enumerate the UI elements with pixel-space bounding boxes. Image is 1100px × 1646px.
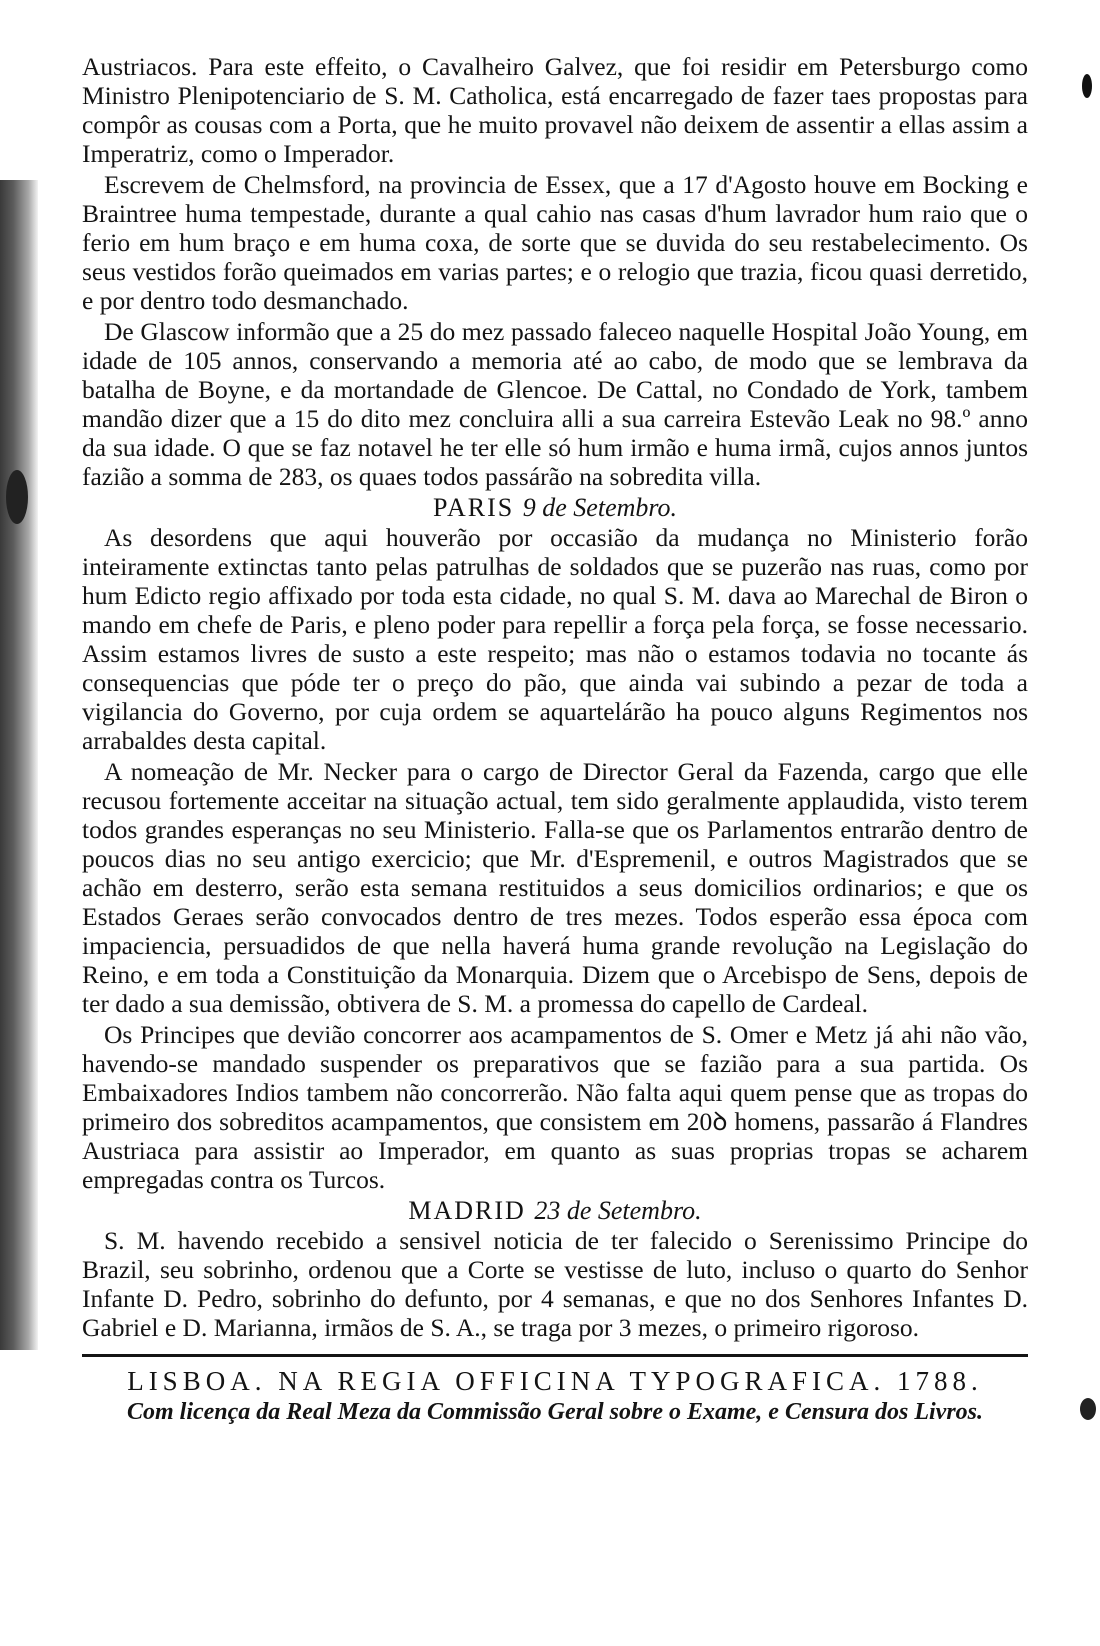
heading-date: 23 de Setembro. — [534, 1196, 702, 1225]
ink-blot — [1080, 1398, 1096, 1420]
document-page — [82, 52, 1028, 1427]
heading-place: MADRID — [408, 1196, 526, 1225]
censorship-license: Com licença da Real Meza da Commissão Geral sobre o Exame, e Censura dos Livros. — [126, 1399, 983, 1425]
ink-blot — [1082, 74, 1092, 98]
footer-rule — [82, 1354, 1028, 1357]
paragraph-brazil: S. M. havendo recebido a sensivel noticia de ter falecido o Serenissimo Principe do Brazil, seu sobrinho, ordenou que a Corte se vestisse de luto, incluso o quarto do Senhor Infante D. Pedro, sobrinho do defunto, por 4 semanas, e que no dos Senhores Infantes D. Gabriel e D. Marianna, irmãos de S. A., se traga por 3 mezes, o primeiro rigoroso. — [82, 1226, 1028, 1342]
binding-hole — [6, 470, 28, 524]
paragraph-principes: Os Principes que devião concorrer aos acampamentos de S. Omer e Metz já ahi não vão, havendo-se mandado suspender os preparativos que se fazião para a sua partida. Os Embaixadores Indios tambem não concorrerão. Não falta aqui quem pense que as tropas do primeiro dos sobreditos acampamentos, que consistem em 20ꝺ homens, passarão á Flandres Austriaca para assistir ao Imperador, em quanto as suas proprias tropas se acharem empregadas contra os Turcos. — [82, 1020, 1028, 1194]
heading-place: PARIS — [432, 493, 515, 522]
section-heading-paris — [82, 493, 1028, 523]
printer-imprint: LISBOA. NA REGIA OFFICINA TYPOGRAFICA. 1788. — [127, 1366, 983, 1396]
page-binding-shadow — [0, 180, 38, 1350]
heading-date: 9 de Setembro. — [522, 493, 678, 522]
paragraph-necker: A nomeação de Mr. Necker para o cargo de Director Geral da Fazenda, cargo que elle recusou fortemente acceitar na situação actual, tem sido geralmente applaudida, visto terem todos grandes esperanças no seu Ministerio. Falla-se que os Parlamentos entrarão dentro de poucos dias no seu antigo exercicio; que Mr. d'Espremenil, e outros Magistrados que se achão em desterro, serão esta semana restituidos a seus domicilios ordinarios; e que os Estados Geraes serão convocados dentro de tres mezes. Todos esperão essa época com impaciencia, persuadidos de que nella haverá huma grande revolução na Legislação do Reino, e em toda a Constituição da Monarquia. Dizem que o Arcebispo de Sens, depois de ter dado a sua demissão, obtivera de S. M. a promessa do capello de Cardeal. — [82, 757, 1028, 1018]
paragraph-chelmsford: Escrevem de Chelmsford, na provincia de Essex, que a 17 d'Agosto houve em Bocking e Braintree huma tempestade, durante a qual cahio nas casas d'hum lavrador hum raio que o ferio em hum braço e em huma coxa, de sorte que se duvida do seu restabelecimento. Os seus vestidos forão queimados em varias partes; e o relogio que trazia, ficou quasi derretido, e por dentro todo desmanchado. — [82, 170, 1028, 315]
section-heading-madrid — [82, 1196, 1028, 1226]
paragraph-desordens: As desordens que aqui houverão por occasião da mudança no Ministerio forão inteiramente extinctas tanto pelas patrulhas de soldados que se puzerão nas ruas, como por hum Edicto regio affixado por toda esta cidade, no qual S. M. dava ao Marechal de Biron o mando em chefe de Paris, e pleno poder para repellir a força pela força, se fosse necessario. Assim estamos livres de susto a este respeito; mas não o estamos todavia no tocante ás consequencias que póde ter o preço do pão, que ainda vai subindo a pezar de toda a vigilancia do Governo, por cuja ordem se aquartelárão ha pouco alguns Regimentos nos arrabaldes desta capital. — [82, 523, 1028, 755]
paragraph-glascow: De Glascow informão que a 25 do mez passado faleceo naquelle Hospital João Young, em idade de 105 annos, conservando a memoria até ao cabo, de modo que se lembrava da batalha de Boyne, e da mortandade de Glencoe. De Cattal, no Condado de York, tambem mandão dizer que a 15 do dito mez concluira alli a sua carreira Estevão Leak no 98.º anno da sua idade. O que se faz notavel he ter elle só hum irmão e huma irmã, cujos annos juntos fazião a somma de 283, os quaes todos passárão na sobredita villa. — [82, 317, 1028, 491]
paragraph-austriacos: Austriacos. Para este effeito, o Cavalheiro Galvez, que foi residir em Petersburgo como Ministro Plenipotenciario de S. M. Catholica, está encarregado de fazer taes propostas para compôr as cousas com a Porta, que he muito provavel não deixem de assentir a ellas assim a Imperatriz, como o Imperador. — [82, 52, 1028, 168]
